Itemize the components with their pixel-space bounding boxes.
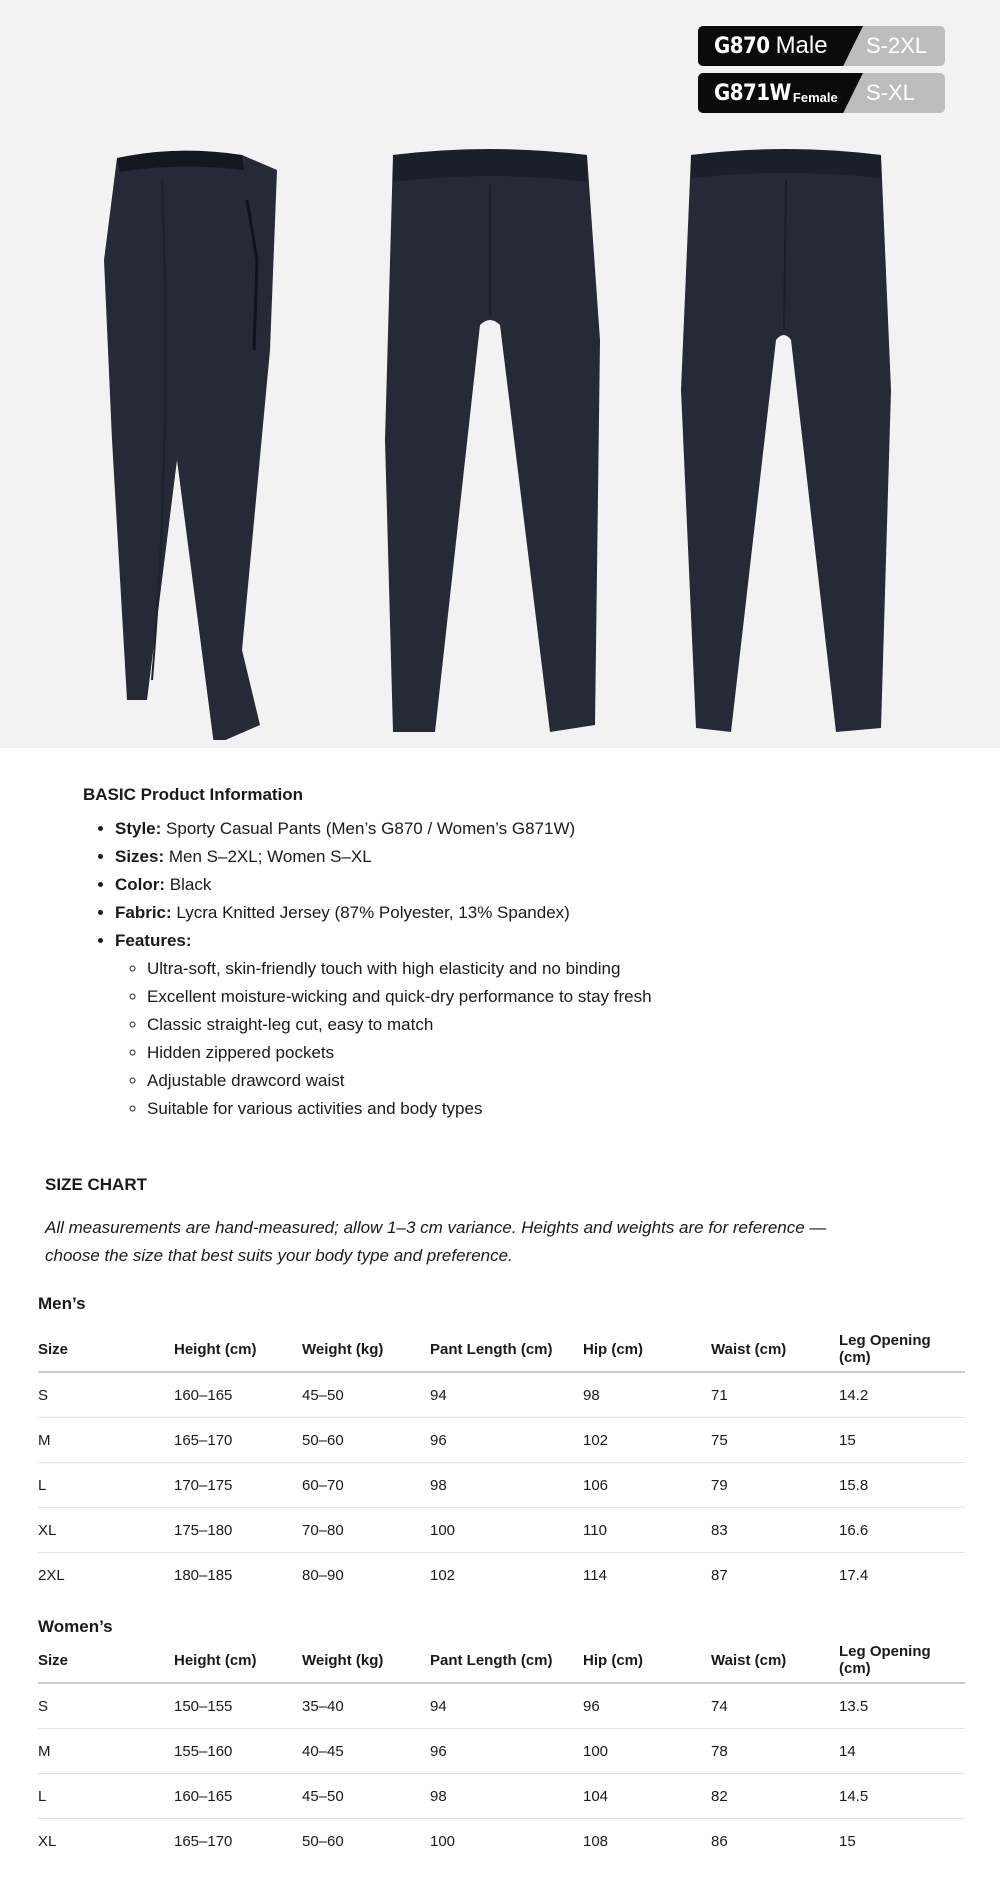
table-cell: 102 <box>430 1566 456 1584</box>
badge-code: G870 <box>714 33 770 59</box>
table-cell: 150–155 <box>174 1683 302 1729</box>
table-row <box>38 1372 965 1418</box>
table-cell: 108 <box>583 1832 609 1850</box>
table-cell: S <box>38 1683 174 1729</box>
col-header: Size <box>38 1638 174 1683</box>
badge-male <box>698 26 945 66</box>
feature-item: ◦ Suitable for various activities and body types <box>147 1095 783 1123</box>
table-row <box>38 1683 965 1729</box>
table-cell: 100 <box>583 1729 711 1774</box>
table-cell: 100 <box>430 1832 456 1850</box>
table-cell: 15 <box>839 1418 965 1463</box>
table-cell: 40–45 <box>302 1729 430 1774</box>
info-item: • Color: Black <box>115 871 783 899</box>
table-cell: 98 <box>430 1774 583 1819</box>
info-item: • Fabric: Lycra Knitted Jersey (87% Polyester, 13% Spandex) <box>115 899 783 927</box>
mens-title: Men’s <box>38 1294 86 1313</box>
col-header: Waist (cm) <box>711 1327 839 1372</box>
table-cell: 15.8 <box>839 1463 965 1508</box>
table-cell: 165–170 <box>174 1418 302 1463</box>
table-cell: 87 <box>711 1566 728 1584</box>
feature-item: ◦ Ultra-soft, skin-friendly touch with high elasticity and no binding <box>147 955 783 983</box>
col-header: Pant Length (cm) <box>430 1327 583 1372</box>
table-cell: 14.2 <box>839 1372 965 1418</box>
col-header: Leg Opening (cm) <box>839 1327 965 1372</box>
badge-code: G871W <box>714 80 791 106</box>
col-header: Hip (cm) <box>583 1327 711 1372</box>
col-header: Size <box>38 1327 174 1372</box>
table-cell: 94 <box>430 1683 583 1729</box>
table-cell: 100 <box>430 1508 583 1553</box>
table-cell: 45–50 <box>302 1372 430 1418</box>
table-cell: 70–80 <box>302 1508 430 1553</box>
product-info-list <box>83 815 783 1123</box>
col-header: Hip (cm) <box>583 1638 711 1683</box>
badge-gender: Female <box>792 89 838 105</box>
badge-size-range: S-XL <box>866 80 915 105</box>
col-header: Weight (kg) <box>302 1638 430 1683</box>
features-list <box>115 955 783 1123</box>
product-info <box>83 785 783 1123</box>
table-cell: XL <box>38 1832 57 1850</box>
table-cell: S <box>38 1372 174 1418</box>
col-header: Weight (kg) <box>302 1327 430 1372</box>
table-cell: 35–40 <box>302 1683 430 1729</box>
table-cell: 98 <box>430 1463 583 1508</box>
table-cell: 2XL <box>38 1566 65 1584</box>
table-cell: L <box>38 1463 174 1508</box>
table-row <box>38 1774 965 1819</box>
table-cell: 165–170 <box>174 1832 233 1850</box>
table-cell: 160–165 <box>174 1372 302 1418</box>
badge-female <box>698 73 945 113</box>
table-row <box>38 1729 965 1774</box>
size-chart-title: SIZE CHART <box>45 1175 147 1194</box>
table-row <box>38 1418 965 1463</box>
info-item: • Sizes: Men S–2XL; Women S–XL <box>115 843 783 871</box>
col-header: Height (cm) <box>174 1327 302 1372</box>
product-hero <box>0 0 1000 748</box>
table-cell: 102 <box>583 1418 711 1463</box>
womens-title: Women’s <box>38 1617 113 1636</box>
table-cell: 104 <box>583 1774 711 1819</box>
table-cell: 180–185 <box>174 1566 233 1584</box>
table-cell: L <box>38 1774 174 1819</box>
product-info-title: BASIC Product Information <box>83 785 304 804</box>
table-cell: 170–175 <box>174 1463 302 1508</box>
table-cell: 45–50 <box>302 1774 430 1819</box>
table-row <box>38 1553 965 1598</box>
size-chart-note: All measurements are hand-measured; allow 1–3 cm variance. Heights and weights are for reference —choose the size that best suits your body type and preference. <box>45 1218 827 1265</box>
table-cell: 96 <box>583 1683 711 1729</box>
table-cell: 71 <box>711 1372 839 1418</box>
col-header: Pant Length (cm) <box>430 1638 583 1683</box>
mens-size-table <box>38 1327 965 1597</box>
table-header-row <box>38 1327 965 1372</box>
table-cell: 15 <box>839 1832 856 1850</box>
table-cell: 86 <box>711 1832 728 1850</box>
info-item: • Style: Sporty Casual Pants (Men’s G870 / Women’s G871W) <box>115 815 783 843</box>
table-cell: 75 <box>711 1418 839 1463</box>
table-cell: 13.5 <box>839 1683 965 1729</box>
table-cell: 50–60 <box>302 1832 344 1850</box>
table-cell: 82 <box>711 1774 839 1819</box>
table-cell: 16.6 <box>839 1508 965 1553</box>
info-item: • Features: ◦ Ultra-soft, skin-friendly touch with high elasticity and no binding ◦ Excellent moisture-wicking and quick-dry performance to stay fresh ◦ Classic straight-leg cut, easy to match ◦ Hidden zippered pockets ◦ Adjustable drawcord waist ◦ Suitable for various activities and body types <box>115 927 783 1123</box>
womens-size-table <box>38 1638 965 1863</box>
table-cell: M <box>38 1418 174 1463</box>
table-cell: XL <box>38 1508 174 1553</box>
table-cell: 78 <box>711 1729 839 1774</box>
feature-item: ◦ Adjustable drawcord waist <box>147 1067 783 1095</box>
table-cell: 17.4 <box>839 1566 869 1584</box>
badge-size-range: S-2XL <box>866 33 928 58</box>
feature-item: ◦ Excellent moisture-wicking and quick-dry performance to stay fresh <box>147 983 783 1011</box>
table-row <box>38 1819 965 1864</box>
table-cell: 80–90 <box>302 1566 344 1584</box>
table-cell: 160–165 <box>174 1774 302 1819</box>
table-cell: 83 <box>711 1508 839 1553</box>
table-cell: 175–180 <box>174 1508 302 1553</box>
table-row <box>38 1463 965 1508</box>
table-cell: 50–60 <box>302 1418 430 1463</box>
table-cell: 94 <box>430 1372 583 1418</box>
table-header-row <box>38 1638 965 1683</box>
feature-item: ◦ Classic straight-leg cut, easy to match <box>147 1011 783 1039</box>
col-header: Height (cm) <box>174 1638 302 1683</box>
table-row <box>38 1508 965 1553</box>
feature-item: ◦ Hidden zippered pockets <box>147 1039 783 1067</box>
table-cell: 155–160 <box>174 1729 302 1774</box>
table-cell: 74 <box>711 1683 839 1729</box>
col-header: Leg Opening (cm) <box>839 1638 965 1683</box>
table-cell: 106 <box>583 1463 711 1508</box>
badge-gender: Male <box>775 32 828 59</box>
pants-side-view <box>92 140 292 740</box>
table-cell: 114 <box>583 1566 607 1584</box>
table-cell: 110 <box>583 1508 711 1553</box>
table-cell: 98 <box>583 1372 711 1418</box>
table-cell: 60–70 <box>302 1463 430 1508</box>
table-cell: M <box>38 1729 174 1774</box>
pants-front-view <box>375 140 605 740</box>
table-cell: 14.5 <box>839 1774 965 1819</box>
table-cell: 96 <box>430 1418 583 1463</box>
pants-back-view <box>676 140 896 740</box>
table-cell: 96 <box>430 1729 583 1774</box>
table-cell: 14 <box>839 1729 965 1774</box>
col-header: Waist (cm) <box>711 1638 839 1683</box>
table-cell: 79 <box>711 1463 839 1508</box>
